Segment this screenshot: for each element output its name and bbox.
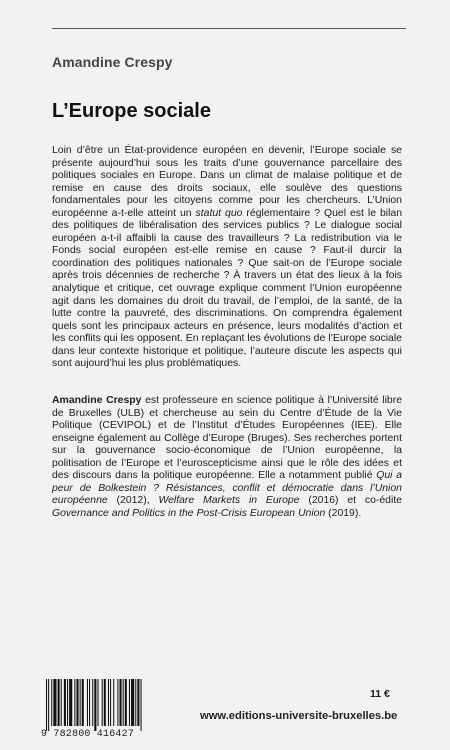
blurb-text-2: réglementaire ? Quel est le bilan des politiques de libéralisation des services publics ? Le dialogue social européen a-t-il affaibli la cause des travailleurs ? La redistribution via le Fonds social européen est-elle remise en cause ? Faut-il durcir la coordination des politiques nationales ? Que sait-on de l’Europe sociale après trois décennies de recherche ? À travers un état des lieux à la fois analytique et critique, cet ouvrage explique comment l’Union européenne agit dans les domaines du droit du travail, de l’emploi, de la santé, de la lutte contre la pauvreté, des discriminations. On comprendra également quels sont les principaux acteurs en présence, leurs modalités d’action et les conflits qui les opposent. En replaçant les évolutions de l’Europe sociale dans leur contexte historique et politique, l’auteure discute les aspects qui sont aujourd’hui les plus problématiques. xyxy=(52,207,403,370)
top-rule xyxy=(52,28,406,29)
price-label: 11 € xyxy=(370,688,390,700)
book-title: L’Europe sociale xyxy=(52,100,211,122)
bio-book-2: Welfare Markets in Europe xyxy=(158,495,300,507)
blurb-text-1: Loin d’être un État-providence européen en devenir, l’Europe sociale se présente aujourd’hui sous les traits d’une gouvernance parcellaire des politiques sociales en Europe. Dans un climat de malaise politique et de remise en cause des droits sociaux, elle soulève des questions fondamentales pour les citoyens comme pour les chercheurs. L’Union européenne a-t-elle atteint un xyxy=(52,145,402,219)
bio-book-1: Qui a peur de Bolkestein ? Résistances, conflit et démocratie dans l’Union européenne xyxy=(52,470,402,507)
barcode-image xyxy=(42,679,190,731)
author-bio xyxy=(52,395,402,520)
bio-book-3: Governance and Politics in the Post-Crisis European Union xyxy=(52,507,326,519)
publisher-url[interactable]: www.editions-universite-bruxelles.be xyxy=(200,710,398,722)
bio-text-1: est professeure en science politique à l’Université libre de Bruxelles (ULB) et chercheuse au sein du Centre d’Étude de la Vie Politique (CEVIPOL) et de l’Institut d’Études Européennes (IEE). Elle enseigne également au Collège d’Europe (Bruges). Ses recherches portent sur la gouvernance socio-économique de l’Union européenne, la politisation de l’Europe et l’euroscepticisme ainsi que le rôle des idées et des discours dans la politique européenne. Elle a notamment publié xyxy=(52,395,402,482)
back-cover-blurb xyxy=(52,145,402,371)
bio-text-3: (2016) et co-édite xyxy=(299,495,402,507)
bio-text-4: (2019). xyxy=(325,507,362,519)
blurb-italic-term: statut quo xyxy=(195,207,243,219)
bio-text-2: (2012), xyxy=(107,495,159,507)
isbn-number: 9 782800 416427 xyxy=(41,729,135,740)
bio-author-name: Amandine Crespy xyxy=(52,395,142,406)
author-name: Amandine Crespy xyxy=(52,54,173,70)
